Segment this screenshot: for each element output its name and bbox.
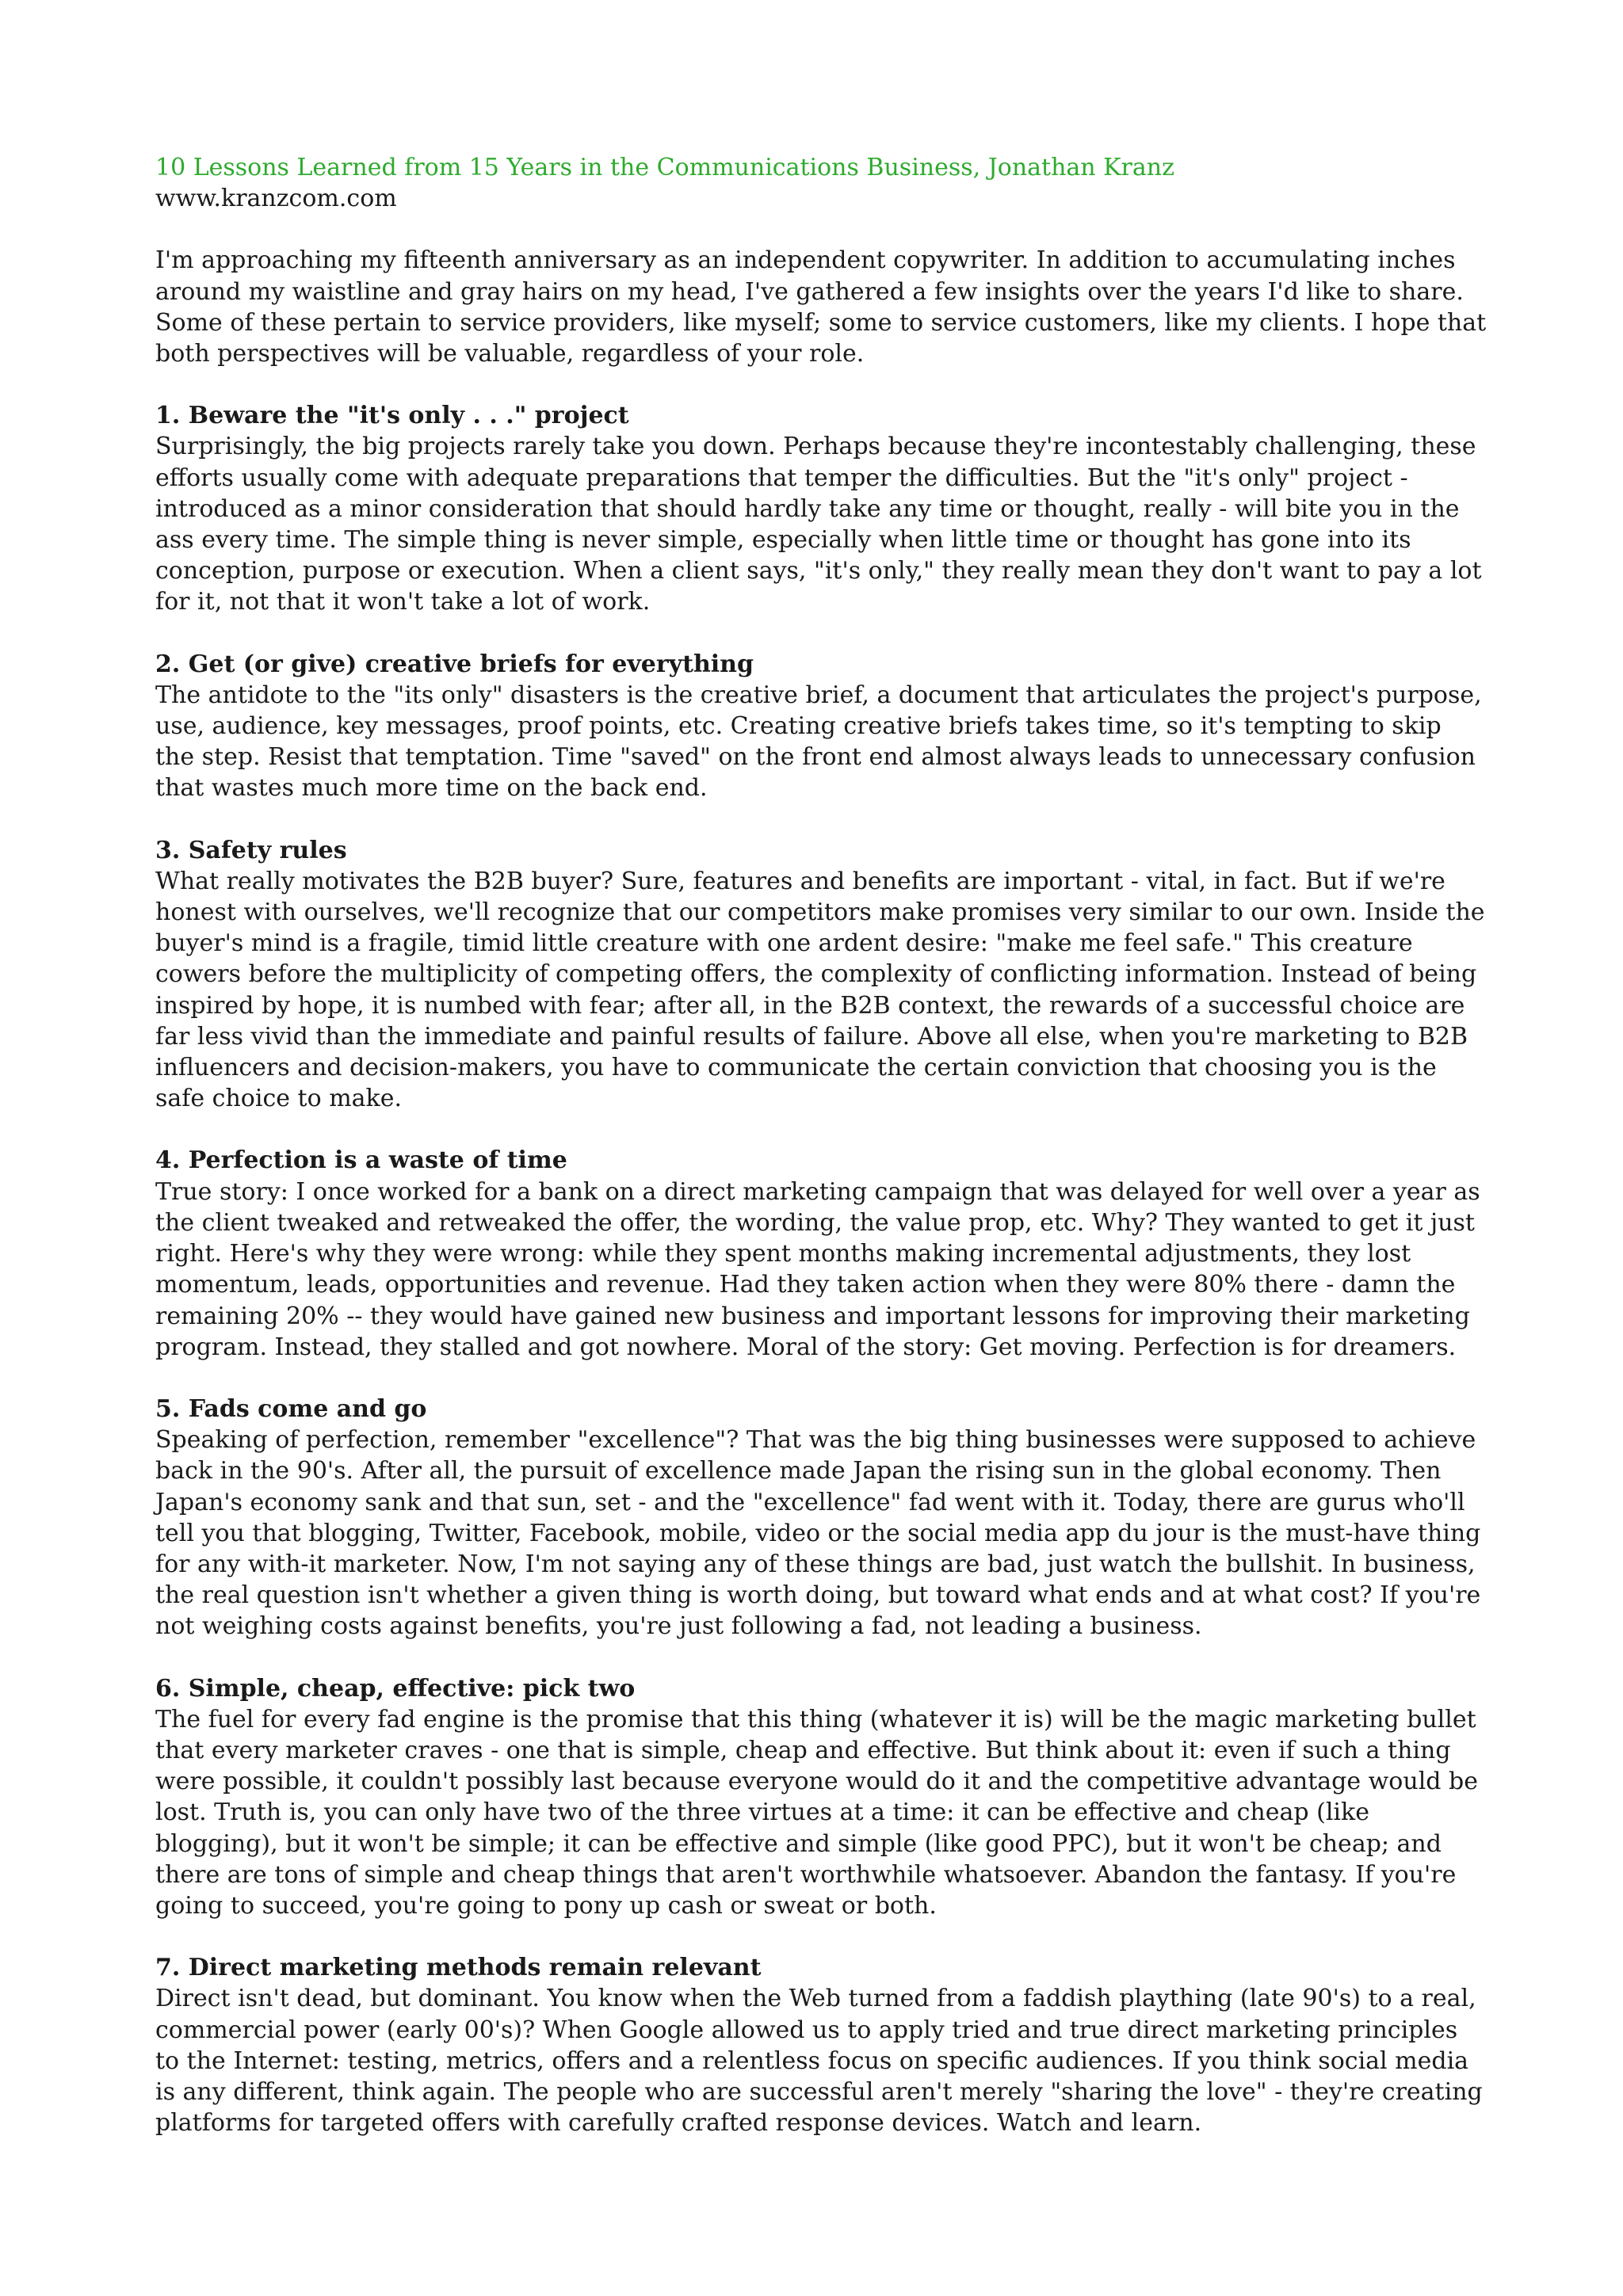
document-page [155,152,1487,2169]
document-url: www.kranzcom.com [155,185,397,213]
lesson-heading: 7. Direct marketing methods remain relevant [155,1954,762,1982]
lesson-5 [155,1394,1487,1642]
lesson-1 [155,400,1487,617]
intro-paragraph: I'm approaching my fifteenth anniversary as an independent copywriter. In addition to accumulating inches around my waistline and gray hairs on my head, I've gathered a few insights over the years I'd like to share. Some of these pertain to service providers, like myself; some to service customers, like my clients. I hope that both perspectives will be valuable, regardless of your role. [155,246,1487,368]
lesson-3 [155,835,1487,1115]
lesson-7 [155,1952,1487,2138]
lesson-heading: 1. Beware the "it's only . . ." project [155,402,629,430]
lesson-4 [155,1145,1487,1362]
lesson-2 [155,649,1487,804]
lesson-body: The antidote to the "its only" disasters is the creative brief, a document that articulates the project's purpose, use, audience, key messages, proof points, etc. Creating creative briefs takes time, so it's tempting to skip the step. Resist that temptation. Time "saved" on the front end almost always leads to unnecessary confusion that wastes much more time on the back end. [155,681,1482,803]
lesson-body: True story: I once worked for a bank on a direct marketing campaign that was delayed for well over a year as the client tweaked and retweaked the offer, the wording, the value prop, etc. Why? They wanted to get it just right. Here's why they were wrong: while they spent months making incremental adjustments, they lost momentum, leads, opportunities and revenue. Had they taken action when they were 80% there - damn the remaining 20% -- they would have gained new business and important lessons for improving their marketing program. Instead, they stalled and got nowhere. Moral of the story: Get moving. Perfection is for dreamers. [155,1177,1480,1361]
lesson-body: The fuel for every fad engine is the promise that this thing (whatever it is) will be the magic marketing bullet that every marketer craves - one that is simple, cheap and effective. But think about it: even if such a thing were possible, it couldn't possibly last because everyone would do it and the competitive advantage would be lost. Truth is, you can only have two of the three virtues at a time: it can be effective and cheap (like blogging), but it won't be simple; it can be effective and simple (like good PPC), but it won't be cheap; and there are tons of simple and cheap things that aren't worthwhile whatsoever. Abandon the fantasy. If you're going to succeed, you're going to pony up cash or sweat or both. [155,1705,1478,1920]
lesson-body: Speaking of perfection, remember "excellence"? That was the big thing businesses were supposed to achieve back in the 90's. After all, the pursuit of excellence made Japan the rising sun in the global economy. Then Japan's economy sank and that sun, set - and the "excellence" fad went with it. Today, there are gurus who'll tell you that blogging, Twitter, Facebook, mobile, video or the social media app du jour is the must-have thing for any with-it marketer. Now, I'm not saying any of these things are bad, just watch the bullshit. In business, the real question isn't whether a given thing is worth doing, but toward what ends and at what cost? If you're not weighing costs against benefits, you're just following a fad, not leading a business. [155,1426,1481,1641]
lesson-heading: 5. Fads come and go [155,1394,427,1423]
lesson-body: What really motivates the B2B buyer? Sure, features and benefits are important - vital, in fact. But if we're honest with ourselves, we'll recognize that our competitors make promises very similar to our own. Inside the buyer's mind is a fragile, timid little creature with one ardent desire: "make me feel safe." This creature cowers before the multiplicity of competing offers, the complexity of conflicting information. Instead of being inspired by hope, it is numbed with fear; after all, in the B2B context, the rewards of a successful choice are far less vivid than the immediate and painful results of failure. Above all else, when you're marketing to B2B influencers and decision-makers, you have to communicate the certain conviction that choosing you is the safe choice to make. [155,867,1485,1113]
lesson-6 [155,1673,1487,1922]
lesson-heading: 4. Perfection is a waste of time [155,1146,567,1175]
lesson-heading: 2. Get (or give) creative briefs for everything [155,650,754,678]
lesson-body: Direct isn't dead, but dominant. You know when the Web turned from a faddish plaything (late 90's) to a real, commercial power (early 00's)? When Google allowed us to apply tried and true direct marketing principles to the Internet: testing, metrics, offers and a relentless focus on specific audiences. If you think social media is any different, think again. The people who are successful aren't merely "sharing the love" - they're creating platforms for targeted offers with carefully crafted response devices. Watch and learn. [155,1985,1483,2138]
lesson-heading: 6. Simple, cheap, effective: pick two [155,1674,636,1703]
lesson-body: Surprisingly, the big projects rarely take you down. Perhaps because they're incontestably challenging, these efforts usually come with adequate preparations that temper the difficulties. But the "it's only" project - introduced as a minor consideration that should hardly take any time or thought, really - will bite you in the ass every time. The simple thing is never simple, especially when little time or thought has gone into its conception, purpose or execution. When a client says, "it's only," they really mean they don't want to pay a lot for it, not that it won't take a lot of work. [155,433,1482,616]
lesson-heading: 3. Safety rules [155,836,347,864]
document-title: 10 Lessons Learned from 15 Years in the Communications Business, Jonathan Kranz [155,154,1174,181]
